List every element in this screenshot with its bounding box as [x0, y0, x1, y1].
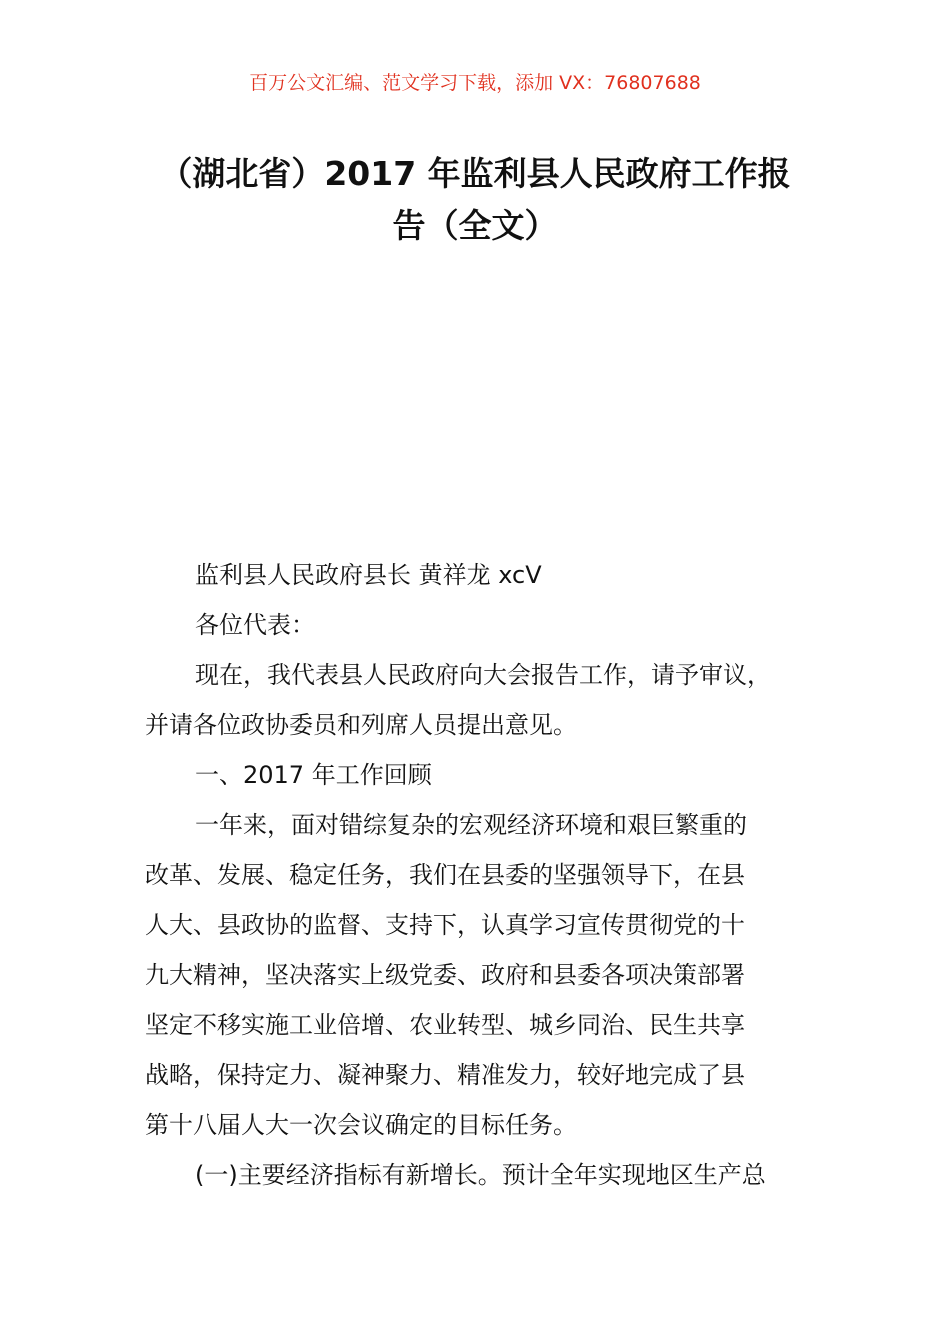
document-body [145, 550, 835, 1200]
section-heading [145, 750, 835, 800]
header-banner: 百万公文汇编、范文学习下载，添加 VX：76807688 [249, 72, 701, 94]
text-line: 改革、发展、稳定任务，我们在县委的坚强领导下，在县 [145, 861, 745, 889]
text-line: 并请各位政协委员和列席人员提出意见。 [145, 711, 577, 739]
text-line: 一、2017 年工作回顾 [195, 761, 432, 789]
paragraph [145, 650, 835, 750]
salutation [145, 600, 835, 650]
text-line: 第十八届人大一次会议确定的目标任务。 [145, 1111, 577, 1139]
text-line: 一年来，面对错综复杂的宏观经济环境和艰巨繁重的 [195, 811, 747, 839]
paragraph [145, 800, 835, 1150]
document-title [120, 148, 830, 252]
text-line: 坚定不移实施工业倍增、农业转型、城乡同治、民生共享 [145, 1011, 745, 1039]
author-line [145, 550, 835, 600]
text-line: (一)主要经济指标有新增长。预计全年实现地区生产总 [195, 1161, 766, 1189]
text-line: 九大精神，坚决落实上级党委、政府和县委各项决策部署 [145, 961, 745, 989]
title-line: （湖北省）2017 年监利县人民政府工作报 [159, 154, 791, 193]
text-line: 各位代表： [195, 611, 315, 639]
text-line: 战略，保持定力、凝神聚力、精准发力，较好地完成了县 [145, 1061, 745, 1089]
text-line: 人大、县政协的监督、支持下，认真学习宣传贯彻党的十 [145, 911, 745, 939]
paragraph [145, 1150, 835, 1200]
text-line: 现在，我代表县人民政府向大会报告工作，请予审议， [195, 661, 771, 689]
text-line: 监利县人民政府县长 黄祥龙 xcV [195, 561, 542, 589]
title-line: 告（全文） [392, 206, 558, 245]
